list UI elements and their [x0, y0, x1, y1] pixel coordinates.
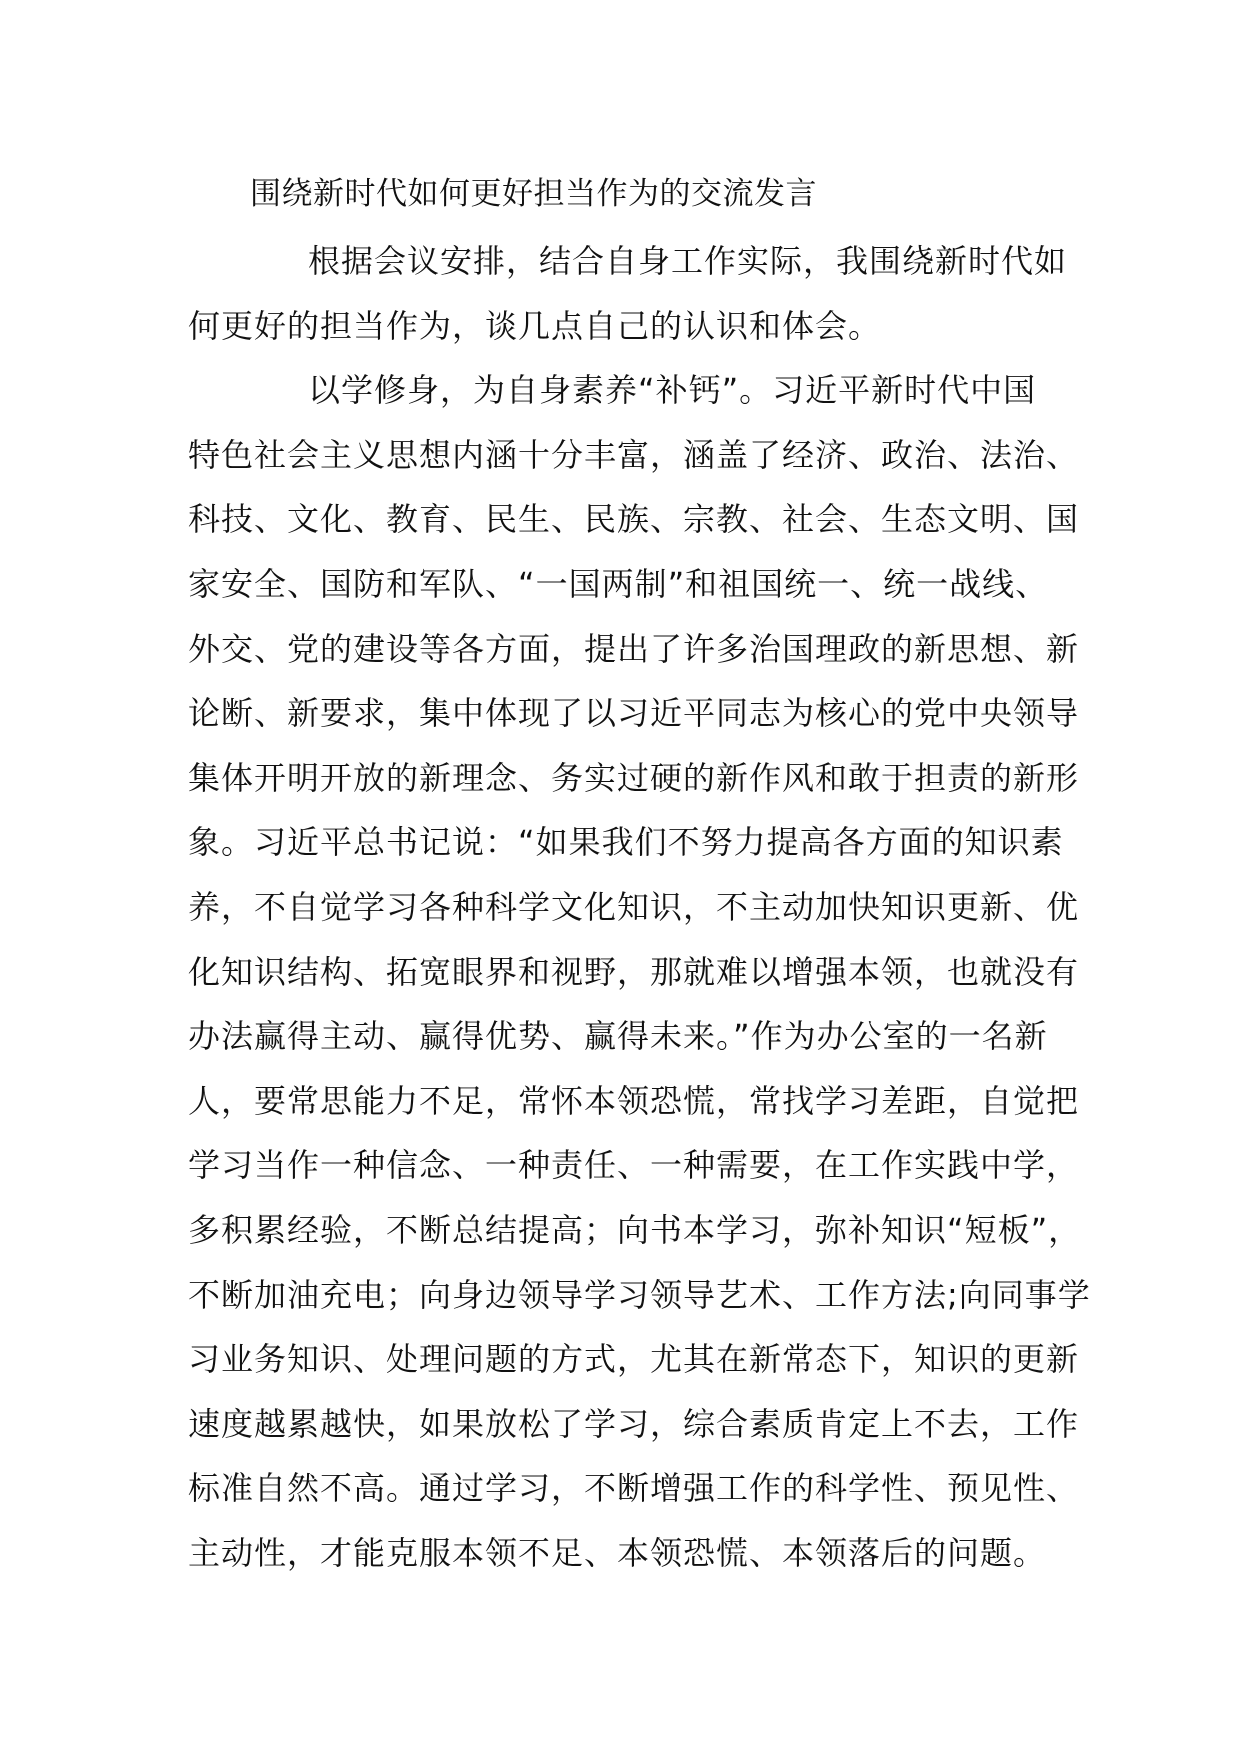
paragraph-2-line-11: 办法赢得主动、赢得优势、赢得未来。”作为办公室的一名新 — [188, 1017, 1048, 1056]
paragraph-2-line-18: 标准自然不高。通过学习，不断增强工作的科学性、预见性、 — [188, 1469, 1080, 1508]
paragraph-2-line-16: 习业务知识、处理问题的方式，尤其在新常态下，知识的更新 — [188, 1340, 1080, 1379]
document-title: 围绕新时代如何更好担当作为的交流发言 — [250, 176, 817, 212]
paragraph-2-line-6: 论断、新要求，集中体现了以习近平同志为核心的党中央领导 — [188, 694, 1080, 733]
paragraph-1-line-1: 根据会议安排，结合自身工作实际，我围绕新时代如 — [308, 242, 1068, 280]
paragraph-2-line-2: 特色社会主义思想内涵十分丰富，涵盖了经济、政治、法治、 — [188, 435, 1080, 474]
paragraph-2-line-7: 集体开明开放的新理念、务实过硬的新作风和敢于担责的新形 — [188, 758, 1080, 797]
paragraph-2-line-5: 外交、党的建设等各方面，提出了许多治国理政的新思想、新 — [188, 629, 1080, 668]
paragraph-2-line-17: 速度越累越快，如果放松了学习，综合素质肯定上不去，工作 — [188, 1404, 1080, 1443]
paragraph-2-line-13: 学习当作一种信念、一种责任、一种需要，在工作实践中学， — [188, 1146, 1080, 1185]
paragraph-2-line-15: 不断加油充电；向身边领导学习领导艺术、工作方法;向同事学 — [188, 1275, 1091, 1314]
document-body — [188, 239, 1091, 1595]
paragraph-2-line-8: 象。习近平总书记说：“如果我们不努力提高各方面的知识素 — [188, 823, 1064, 862]
paragraph-2-line-9: 养，不自觉学习各种科学文化知识，不主动加快知识更新、优 — [188, 887, 1080, 926]
paragraph-2-line-3: 科技、文化、教育、民生、民族、宗教、社会、生态文明、国 — [188, 500, 1080, 539]
paragraph-2-line-12: 人，要常思能力不足，常怀本领恐慌，常找学习差距，自觉把 — [188, 1081, 1080, 1120]
paragraph-2-line-19: 主动性，才能克服本领不足、本领恐慌、本领落后的问题。 — [188, 1533, 1047, 1572]
paragraph-2-line-10: 化知识结构、拓宽眼界和视野，那就难以增强本领，也就没有 — [188, 952, 1080, 991]
paragraph-2-line-14: 多积累经验，不断总结提高；向书本学习，弥补知识“短板”， — [188, 1210, 1082, 1249]
paragraph-1-line-2: 何更好的担当作为，谈几点自己的认识和体会。 — [188, 306, 882, 345]
paragraph-2-line-4: 家安全、国防和军队、“一国两制”和祖国统一、统一战线、 — [188, 564, 1049, 603]
paragraph-2-line-1: 以学修身，为自身素养“补钙”。习近平新时代中国 — [308, 371, 1037, 410]
